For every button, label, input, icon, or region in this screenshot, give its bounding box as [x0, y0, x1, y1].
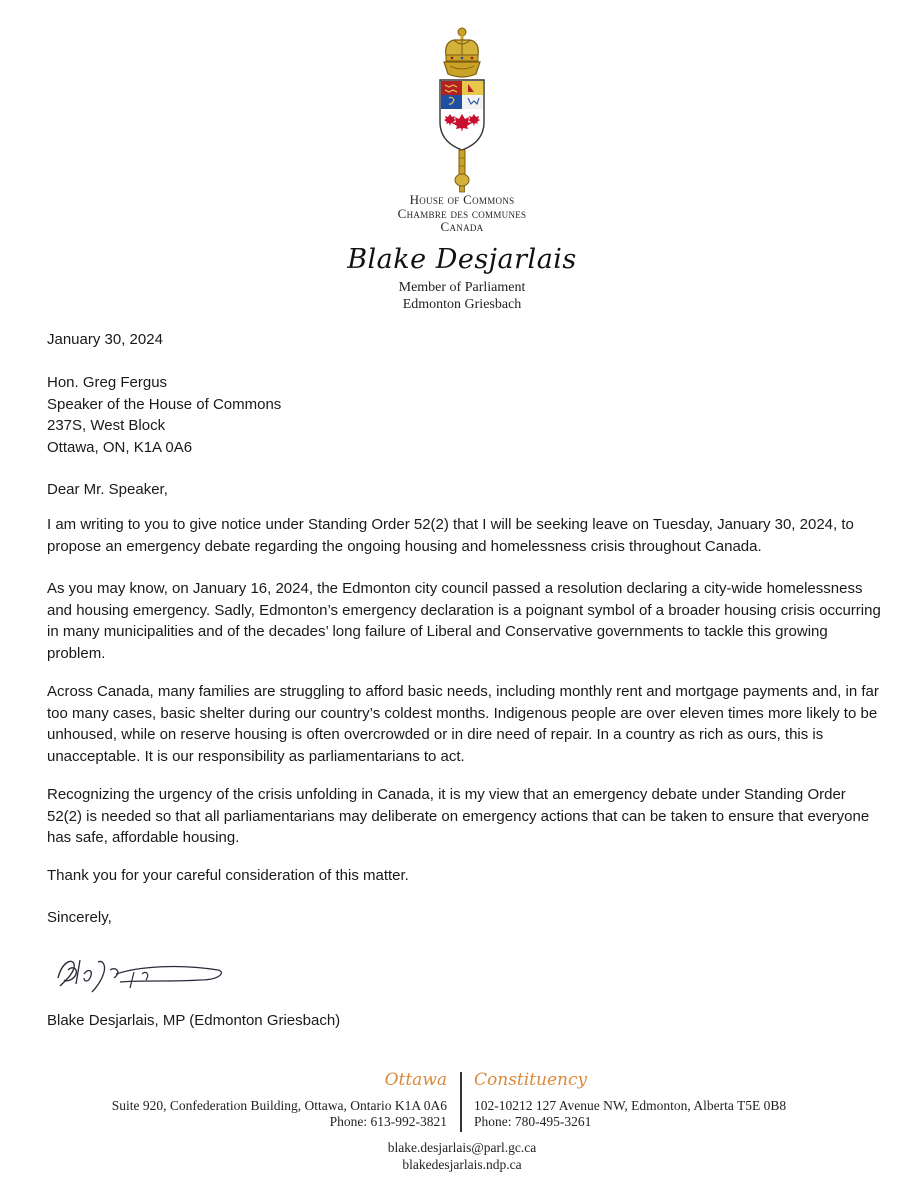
constituency-address: 102-10212 127 Avenue NW, Edmonton, Alberta T5E 0B8 [474, 1098, 787, 1113]
email-link[interactable]: blake.desjarlais@parl.gc.ca [387, 1140, 537, 1155]
body-paragraph: As you may know, on January 16, 2024, the Edmonton city council passed a resolution declaring a city-wide homelessness and housing emergency. Sadly, Edmonton’s emergency declaration is a poignant symbol of a broader housing crisis occurring in many municipalities and of the decades’ long failure of Liberal and Conservative governments to tackle this growing problem. [47, 580, 881, 662]
closing: Sincerely, [47, 909, 112, 926]
constituency-phone: Phone: 780-495-3261 [474, 1114, 592, 1129]
recipient-line: 237S, West Block [47, 417, 166, 434]
thank-you-line: Thank you for your careful consideration of this matter. [47, 867, 409, 884]
chambre-des-communes-line: Chambre des communes [397, 206, 527, 221]
body-paragraph: I am writing to you to give notice under Standing Order 52(2) that I will be seeking leave on Tuesday, January 30, 2024, to propose an emergency debate regarding the ongoing housing and homelessness crisis throughout Canada. [47, 516, 854, 555]
house-of-commons-crest-icon [424, 26, 500, 196]
body-paragraph: Recognizing the urgency of the crisis unfolding in Canada, it is my view that an emergency debate under Standing Order 52(2) is needed so that all parliamentarians may deliberate on emergency actions that can be taken to ensure that everyone has safe, affordable housing. [47, 786, 870, 846]
website-link[interactable]: blakedesjarlais.ndp.ca [402, 1157, 522, 1172]
footer-ottawa-title: Ottawa [384, 1070, 447, 1090]
body-paragraph: Across Canada, many families are struggling to afford basic needs, including monthly rent and mortgage payments and, in far too many cases, basic shelter during our country’s coldest months. Indigenous people are over eleven times more likely to be unhoused, while on reserve housing is often overcrowded or in dire need of repair. In a country as rich as ours, this is unacceptable. It is our responsibility as parliamentarians to act. [47, 683, 879, 765]
mp-name-script: Blake Desjarlais [347, 244, 577, 275]
recipient-line: Ottawa, ON, K1A 0A6 [47, 439, 193, 456]
handwritten-signature-icon [50, 948, 230, 998]
canada-line: Canada [440, 219, 484, 234]
letter-date: January 30, 2024 [47, 331, 163, 348]
salutation: Dear Mr. Speaker, [47, 481, 168, 498]
ottawa-phone: Phone: 613-992-3821 [329, 1114, 447, 1129]
ottawa-address: Suite 920, Confederation Building, Ottawa, Ontario K1A 0A6 [111, 1098, 447, 1113]
recipient-line: Speaker of the House of Commons [47, 396, 282, 413]
mp-title: Member of Parliament [398, 280, 526, 295]
recipient-line: Hon. Greg Fergus [47, 374, 168, 391]
footer-divider [460, 1072, 462, 1132]
footer-constituency-title: Constituency [474, 1070, 588, 1090]
house-of-commons-line: House of Commons [409, 192, 515, 207]
mp-riding: Edmonton Griesbach [402, 297, 522, 312]
signatory-name: Blake Desjarlais, MP (Edmonton Griesbach) [47, 1012, 341, 1029]
